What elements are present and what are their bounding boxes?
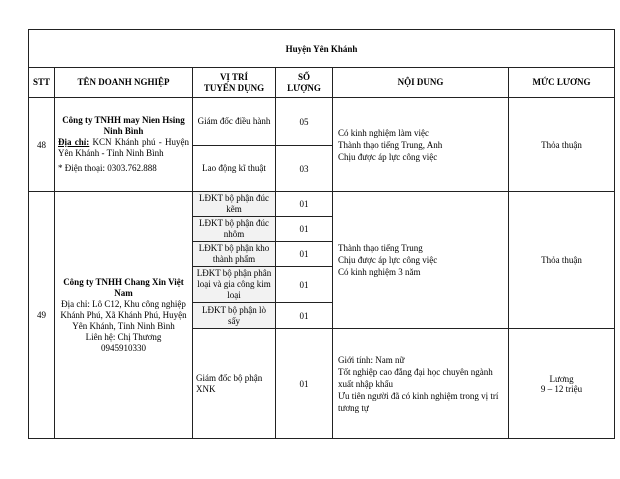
company-name: Công ty TNHH may Nien Hsing Ninh Bình: [62, 115, 185, 136]
quantity-cell: 03: [276, 146, 333, 192]
position-cell: LĐKT bộ phận phân loại và gia công kim loại: [193, 267, 276, 303]
company-address: Địa chỉ: Lô C12, Khu công nghiệp Khánh Phú, Xã Khánh Phú, Huyện Yên Khánh, Tỉnh Ninh Bình: [60, 298, 187, 331]
content-cell: Có kinh nghiệm làm việc Thành thạo tiếng Trung, Anh Chịu được áp lực công việc: [333, 98, 509, 192]
quantity-cell: 01: [276, 267, 333, 303]
stt-cell: 49: [29, 192, 55, 439]
company-name: Công ty TNHH Chang Xin Việt Nam: [63, 276, 184, 298]
company-contact: Liên hệ: Chị Thương: [85, 331, 162, 342]
quantity-cell: 01: [276, 329, 333, 439]
content-cell: Giới tính: Nam nữ Tốt nghiệp cao đẳng đại học chuyên ngành xuất nhập khẩu Ưu tiên người đã có kinh nghiệm trong vị trí tương tự: [333, 329, 509, 439]
company-phone: 0945910330: [101, 342, 146, 353]
company-address: Địa chỉ: KCN Khánh phú - Huyện Yên Khánh - Tỉnh Ninh Bình: [58, 137, 189, 158]
position-cell: LĐKT bộ phận đúc kẽm: [193, 192, 276, 217]
company-cell: [55, 98, 193, 192]
position-cell: LĐKT bộ phận đúc nhôm: [193, 217, 276, 242]
position-cell: Giám đốc bộ phận XNK: [193, 329, 276, 439]
header-quantity: SỐ LƯỢNG: [276, 68, 333, 98]
position-cell: Giám đốc điều hành: [193, 98, 276, 146]
quantity-cell: 01: [276, 217, 333, 242]
header-content: NỘI DUNG: [333, 68, 509, 98]
content-cell: Thành thạo tiếng Trung Chịu được áp lực công việc Có kinh nghiệm 3 năm: [333, 192, 509, 329]
company-phone: * Điện thoại: 0303.762.888: [58, 163, 157, 173]
table-row: [29, 192, 615, 217]
salary-cell: Lương 9 – 12 triệu: [509, 329, 615, 439]
job-listing-table: [28, 29, 615, 439]
quantity-cell: 05: [276, 98, 333, 146]
quantity-cell: 01: [276, 303, 333, 329]
quantity-cell: 01: [276, 192, 333, 217]
header-stt: STT: [29, 68, 55, 98]
position-cell: LĐKT bộ phận kho thành phẩm: [193, 242, 276, 267]
section-title: Huyện Yên Khánh: [29, 30, 615, 68]
position-cell: Lao động kĩ thuật: [193, 146, 276, 192]
table-row: [29, 98, 615, 146]
header-company: TÊN DOANH NGHIỆP: [55, 68, 193, 98]
header-position: VỊ TRÍ TUYỂN DỤNG: [193, 68, 276, 98]
salary-cell: Thỏa thuận: [509, 98, 615, 192]
quantity-cell: 01: [276, 242, 333, 267]
position-cell: LĐKT bộ phận lò sấy: [193, 303, 276, 329]
company-cell: [55, 192, 193, 439]
stt-cell: 48: [29, 98, 55, 192]
header-salary: MỨC LƯƠNG: [509, 68, 615, 98]
salary-cell: Thỏa thuận: [509, 192, 615, 329]
